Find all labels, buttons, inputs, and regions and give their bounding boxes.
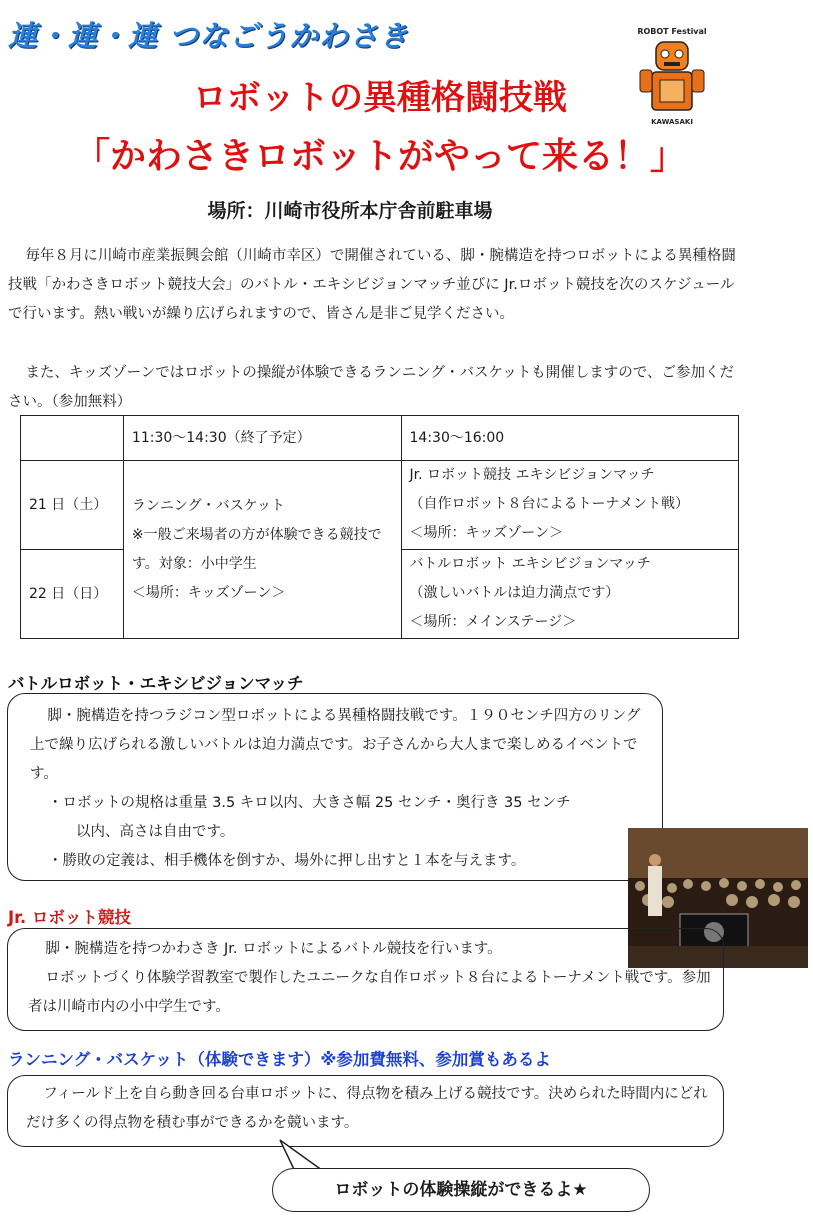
kids-event-cell <box>123 461 401 639</box>
kids-event-name: ランニング・バスケット <box>131 497 285 514</box>
venue-heading: 場所：川崎市役所本庁舎前駐車場 <box>207 200 493 222</box>
logo-bottom-text: KAWASAKI <box>651 118 693 126</box>
junior-section-box <box>7 928 724 1031</box>
battle-bullet-1-continued: 以内、高さは自由です。 <box>76 824 235 840</box>
table-row <box>21 461 739 550</box>
junior-section-title: Jr. ロボット競技 <box>8 908 131 927</box>
saturday-event-cell <box>401 461 739 550</box>
kids-event-place: ＜場所：キッズゾーン＞ <box>131 584 286 601</box>
junior-line-1: 脚・腕構造を持つかわさき Jr. ロボットによるバトル競技を行います。 <box>45 941 502 957</box>
day-saturday: 21 日（土） <box>21 461 124 550</box>
schedule-table <box>20 415 739 639</box>
battle-section-title: バトルロボット・エキシビジョンマッチ <box>8 674 304 693</box>
basket-section-box <box>7 1075 724 1147</box>
intro-paragraph-1: 毎年８月に川崎市産業振興会館（川崎市幸区）で開催されている、脚・腕構造を持つロボットによる異種格闘技戦「かわさきロボット競技大会」のバトル・エキシビジョンマッチ並びに Jr.ロボット競技を次のスケジュールで行います。熱い戦いが繰り広げられますので、皆さん是非ご見学ください。 <box>8 248 736 322</box>
robot-mascot-icon <box>640 42 704 110</box>
sat-event-place: ＜場所：キッズゾーン＞ <box>409 525 563 541</box>
battle-section-box <box>7 693 663 881</box>
junior-line-2: ロボットづくり体験学習教室で製作したユニークな自作ロボット８台によるトーナメント戦です。参加者は川崎市内の小中学生です。 <box>28 970 711 1015</box>
table-header-row <box>21 416 739 461</box>
battle-bullet-2: ・勝敗の定義は、相手機体を倒すか、場外に押し出すと１本を与えます。 <box>48 853 526 869</box>
sun-event-place: ＜場所：メインステージ＞ <box>409 614 577 630</box>
page-subtitle: 「かわさきロボットがやって来る！」 <box>73 136 686 177</box>
sat-event-name: Jr. ロボット競技 エキシビジョンマッチ <box>409 467 655 483</box>
battle-bullet-1: ・ロボットの規格は重量 3.5 キロ以内、大きさ幅 25 センチ・奥行き 35 センチ <box>48 795 571 811</box>
sunday-event-cell <box>401 550 739 639</box>
intro-paragraph-2: また、キッズゾーンではロボットの操縦が体験できるランニング・バスケットも開催しますので、ご参加ください。（参加無料） <box>8 365 735 410</box>
table-corner-cell <box>21 416 124 461</box>
sat-event-note: （自作ロボット８台によるトーナメント戦） <box>409 496 689 512</box>
sun-event-name: バトルロボット エキシビジョンマッチ <box>409 556 651 572</box>
battle-intro: 脚・腕構造を持つラジコン型ロボットによる異種格闘技戦です。１９０センチ四方のリング上で繰り広げられる激しいバトルは迫力満点です。お子さんから大人まで楽しめるイベントです。 <box>30 708 641 782</box>
kids-event-note: ※一般ご来場者の方が体験できる競技です。対象：小中学生 <box>131 526 382 572</box>
sun-event-note: （激しいバトルは迫力満点です） <box>409 585 620 601</box>
robot-festival-logo <box>634 22 710 130</box>
speech-bubble: ロボットの体験操縦ができるよ★ <box>272 1168 650 1212</box>
series-title: 連・連・連 つなごうかわさき <box>8 19 410 53</box>
logo-top-text: ROBOT Festival <box>637 27 707 36</box>
time-header-2: 14:30～16:00 <box>401 416 739 461</box>
basket-body: フィールド上を自ら動き回る台車ロボットに、得点物を積み上げる競技です。決められた時間内にどれだけ多くの得点物を積む事ができるかを競います。 <box>26 1086 708 1131</box>
day-sunday: 22 日（日） <box>21 550 124 639</box>
time-header-1: 11:30～14:30（終了予定） <box>123 416 401 461</box>
basket-section-title: ランニング・バスケット（体験できます）※参加費無料、参加賞もあるよ <box>8 1050 551 1069</box>
page-title: ロボットの異種格闘技戦 <box>193 78 567 118</box>
